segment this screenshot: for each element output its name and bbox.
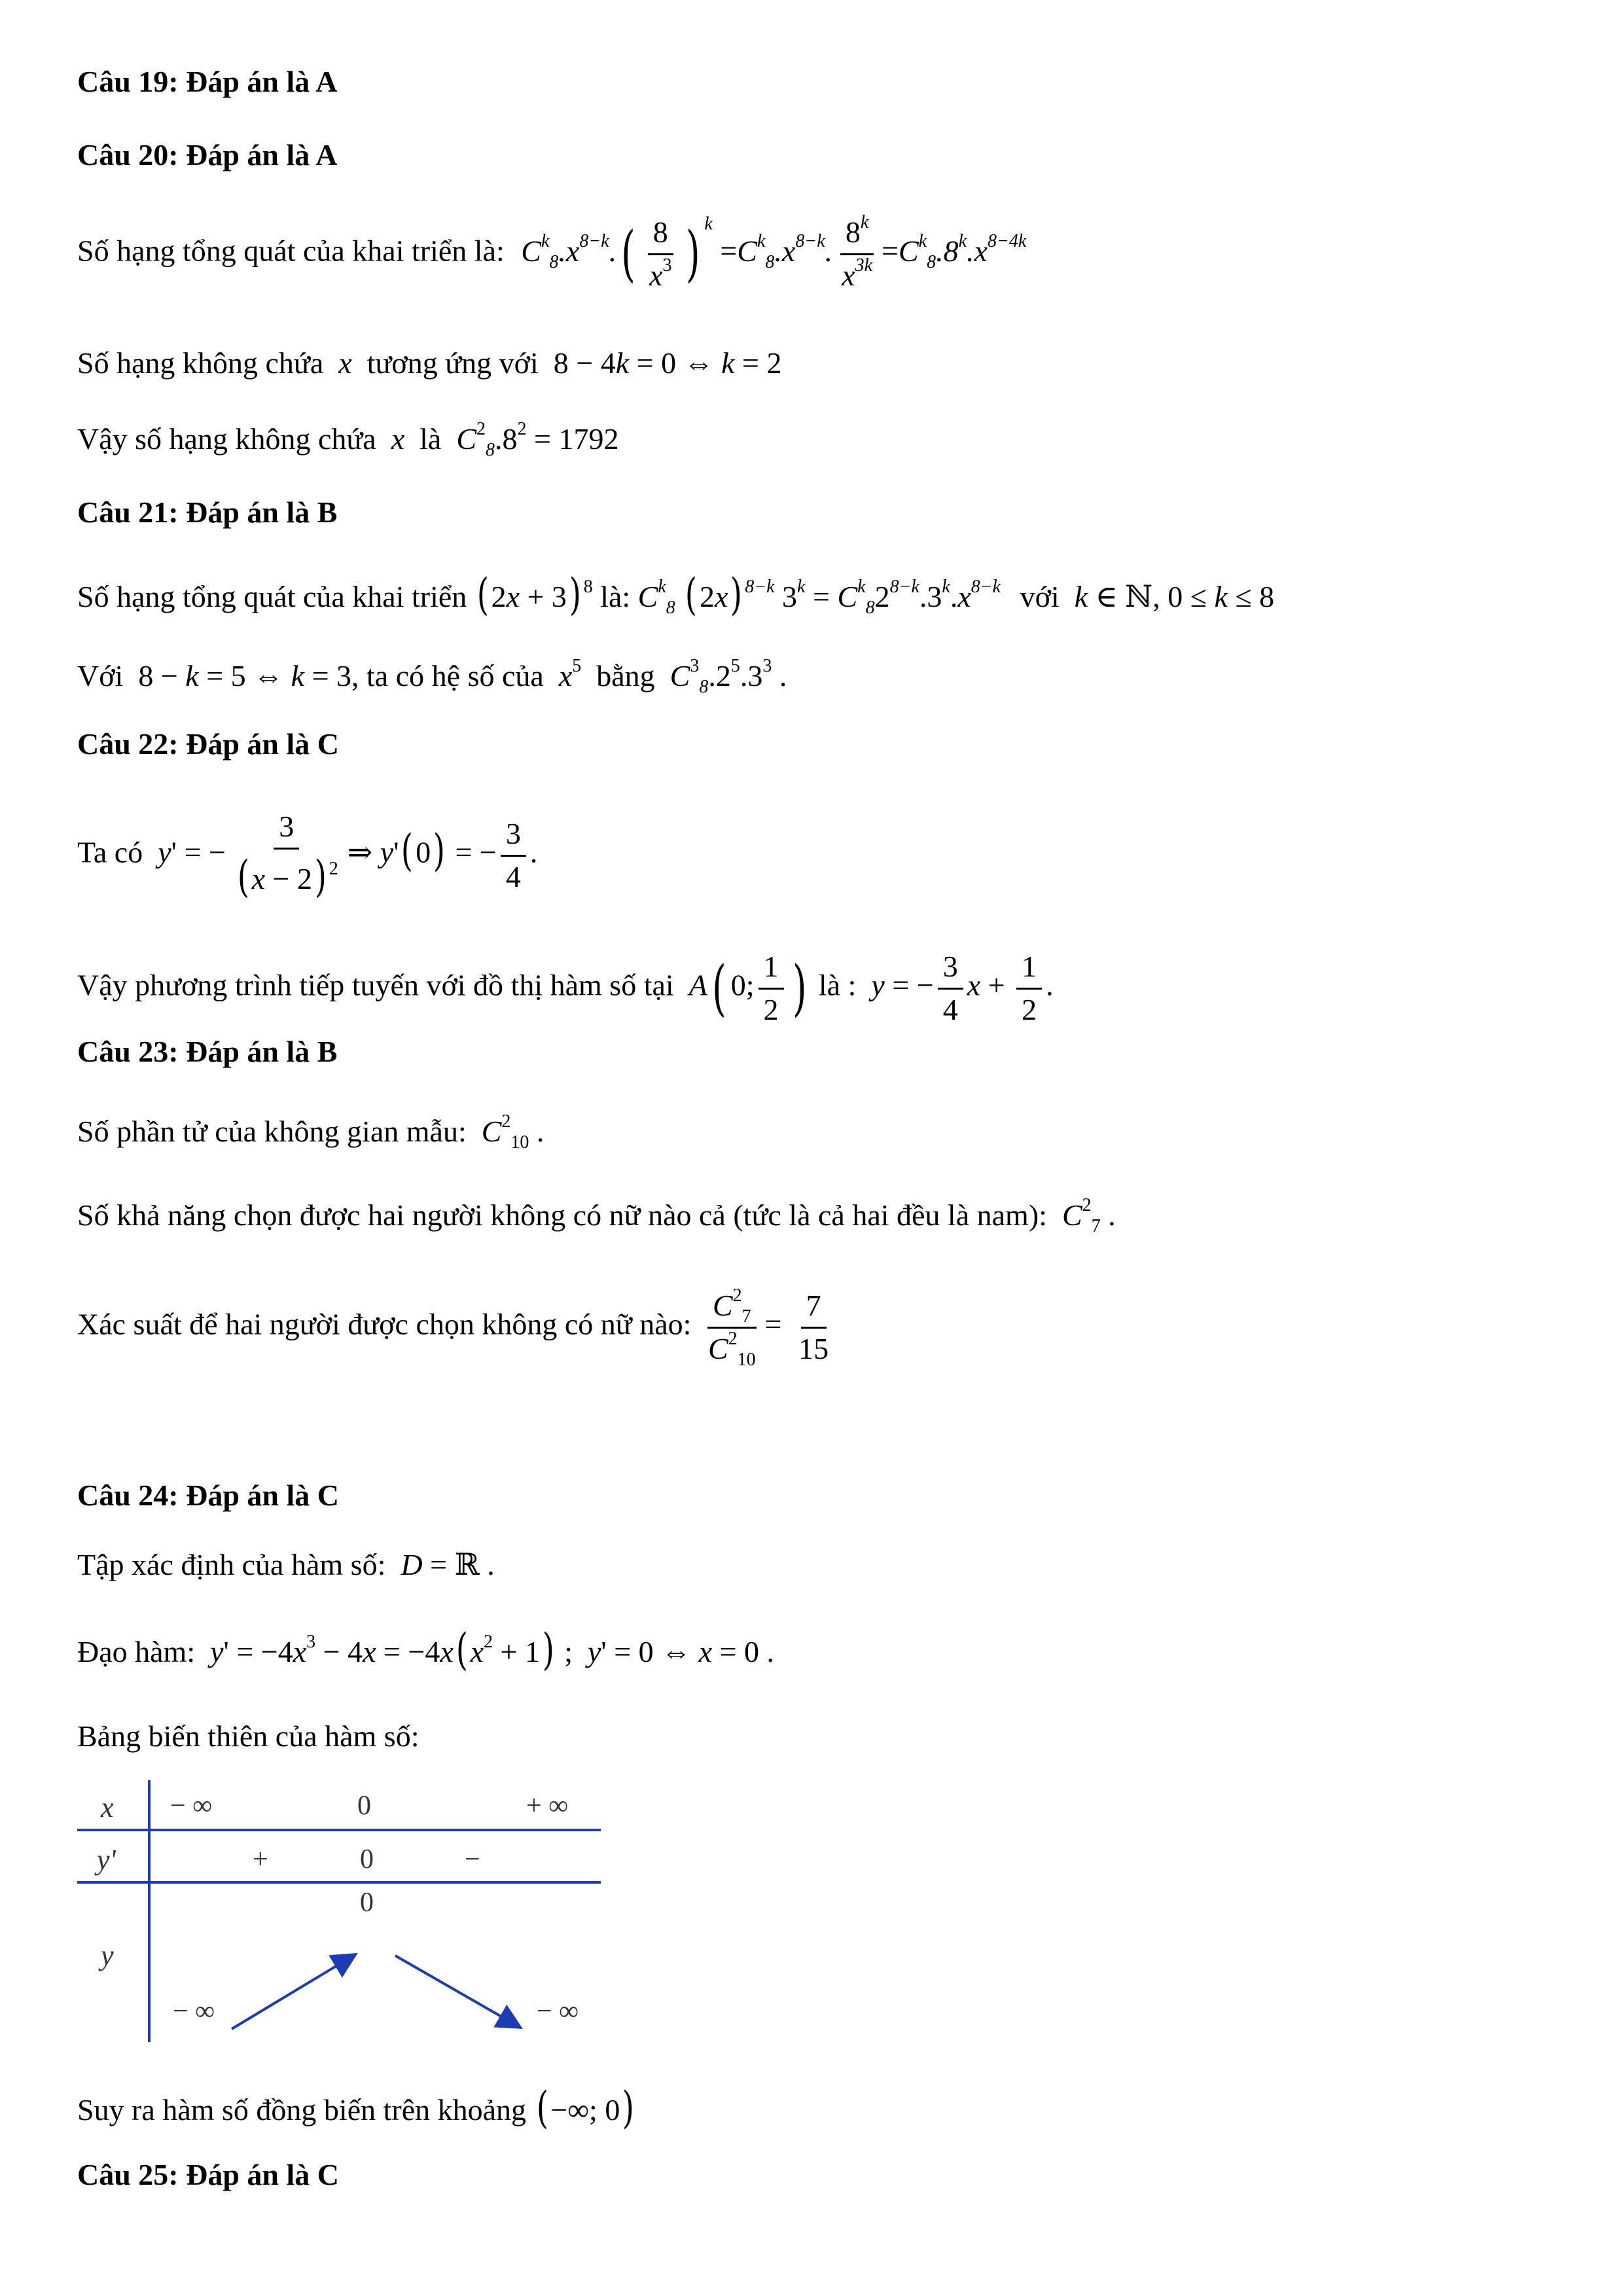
q21-l2-mid: , ta có hệ số của	[351, 659, 544, 692]
q21-l1-mid: là:	[600, 580, 631, 613]
q24-line2: Đạo hàm: $y' = -4x^3 - 4x = -4x(x^2 + 1)$ ; y' = 0 ⇔ x = 0 .	[77, 1624, 775, 1675]
yp-plus: +	[253, 1844, 268, 1874]
x-minus-inf: − ∞	[170, 1791, 213, 1821]
q21-line2: Với 8 − k = 5 ⇔ k = 3, ta có hệ số của $x^5$ bằng $C^3_8.2^5.3^3$ .	[77, 656, 787, 697]
q21-l1-text: Số hạng tổng quát của khai triển	[77, 580, 467, 613]
q21-l2-end: bằng	[596, 659, 655, 692]
q23-l3-text: Xác suất để hai người được chọn không có nữ nào:	[77, 1307, 692, 1341]
q21-title: Câu 21: Đáp án là B	[77, 495, 338, 529]
q22-line2: Vậy phương trình tiếp tuyến với đồ thị hàm số tại A( 0; $\frac{1}{2}$ ) là : y = − $\frac{3}{4}$ x + $\frac{1}{2}$ .	[77, 950, 1054, 1026]
q20-line3: Vậy số hạng không chứa x là $C^2_8.8^2 = 1792$	[77, 419, 619, 460]
x-plus-inf: + ∞	[526, 1791, 569, 1821]
q20-line1: Số hạng tổng quát của khai triển là: $C^k_8.x^{8-k}$.( $\frac{8}{x^3}$ ) $^k =C^k_8.x^{8-k}$. $\frac{8^k}{x^{3k}}$ $=C^k_8.8^k.x^{8-4k}$	[77, 212, 1027, 292]
q23-l1-text: Số phần tử của không gian mẫu:	[77, 1115, 467, 1148]
q24-line1: Tập xác định của hàm số: D = ℝ .	[77, 1548, 495, 1581]
q21-l1-end: với	[1020, 580, 1060, 613]
y-left-minus-inf: − ∞	[173, 1996, 215, 2026]
q21-line1: Số hạng tổng quát của khai triển (2x + 3) $^8$ là: $C^k_8$ (2x) $^{8-k}$ $3^k = C^k_82^{8-k}.3^k.x^{8-k}$ với k ∈ ℕ, 0 ≤ k ≤ 8	[77, 569, 1275, 620]
arrow-increasing	[232, 1956, 353, 2029]
q25-title: Câu 25: Đáp án là C	[77, 2158, 340, 2191]
q23-title: Câu 23: Đáp án là B	[77, 1035, 338, 1068]
q24-l4-text: Suy ra hàm số đồng biến trên khoảng	[77, 2093, 527, 2126]
q20-l1-text: Số hạng tổng quát của khai triển là:	[77, 234, 505, 268]
q23-line2: Số khả năng chọn được hai người không có nữ nào cả (tức là cả hai đều là nam): $C^2_7$ .	[77, 1195, 1116, 1236]
q22-l2-text: Vậy phương trình tiếp tuyến với đồ thị hàm số tại	[77, 968, 674, 1002]
x-zero: 0	[357, 1791, 371, 1821]
q22-line1: Ta có y' = − $\frac{3}{(x - 2) ^2}$ ⇒ y'(0) = − $\frac{3}{4}$ .	[77, 810, 538, 902]
q24-l2-text: Đạo hàm:	[77, 1635, 196, 1668]
y-max-zero: 0	[360, 1888, 374, 1918]
row-label-y: y	[101, 1939, 114, 1971]
q20-result: 1792	[558, 422, 619, 456]
row-label-x: x	[101, 1791, 114, 1823]
q22-l2-mid: là :	[818, 968, 857, 1002]
q23-line1: Số phần tử của không gian mẫu: $C^2_{10}$ .	[77, 1111, 544, 1153]
q20-title: Câu 20: Đáp án là A	[77, 138, 338, 171]
q22-l1-text: Ta có	[77, 835, 143, 869]
q20-line2: Số hạng không chứa x tương ứng với 8 − 4k = 0 ⇔ k = 2	[77, 346, 782, 380]
q21-l2-text: Với	[77, 659, 124, 692]
q23-line3: Xác suất để hai người được chọn không có nữ nào: $\frac{C^2_7}{C^2_{10}}$ = $\frac{7}{15}$	[77, 1285, 829, 1370]
q20-l2-text: Số hạng không chứa	[77, 346, 324, 380]
q22-title: Câu 22: Đáp án là C	[77, 727, 340, 761]
yp-minus: −	[465, 1844, 480, 1874]
q24-line3: Bảng biến thiên của hàm số:	[77, 1719, 419, 1753]
q24-l1-text: Tập xác định của hàm số:	[77, 1548, 386, 1581]
variation-table	[77, 1780, 614, 2042]
q20-l3-text: Vậy số hạng không chứa	[77, 422, 376, 456]
q24-line4: Suy ra hàm số đồng biến trên khoảng (−∞; 0)	[77, 2083, 635, 2133]
q23-l2-text: Số khả năng chọn được hai người không có nữ nào cả (tức là cả hai đều là nam):	[77, 1198, 1047, 1232]
row-label-yprime: y'	[97, 1844, 116, 1876]
q24-title: Câu 24: Đáp án là C	[77, 1479, 340, 1512]
q19-title: Câu 19: Đáp án là A	[77, 65, 338, 98]
q20-l2-mid: tương ứng với	[366, 346, 539, 380]
arrow-decreasing	[395, 1956, 518, 2026]
q20-l3-mid: là	[419, 422, 442, 456]
y-right-minus-inf: − ∞	[537, 1996, 579, 2026]
yp-zero: 0	[360, 1844, 374, 1874]
